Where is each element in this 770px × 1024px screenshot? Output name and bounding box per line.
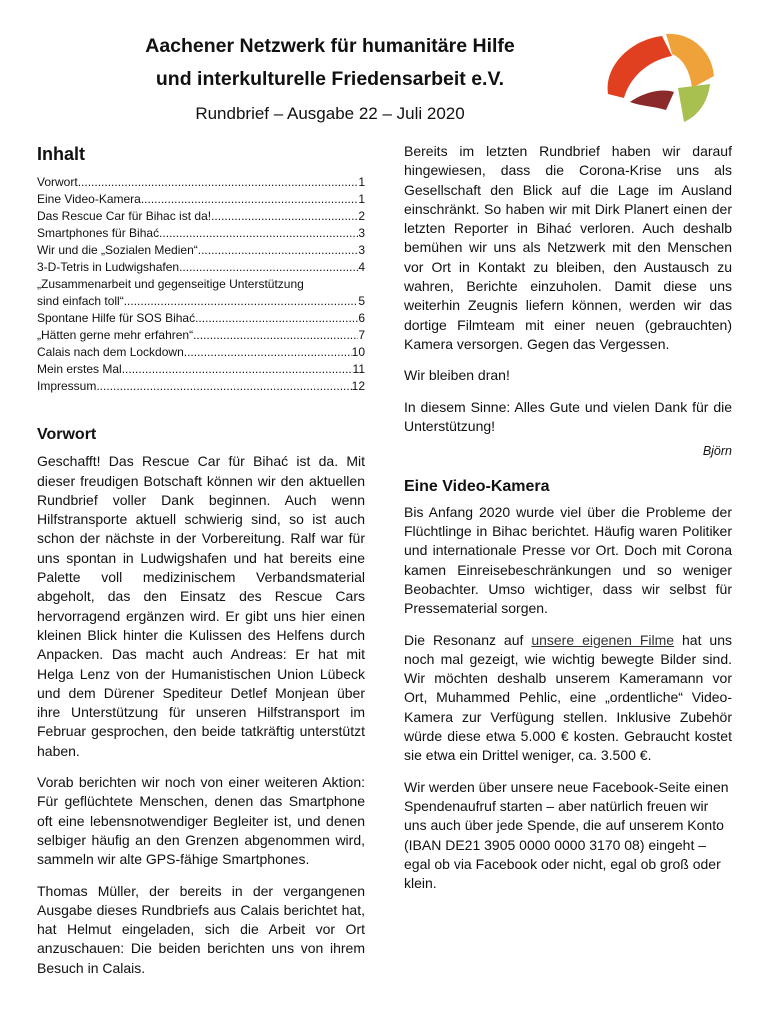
toc-leader-dots xyxy=(195,310,358,327)
toc-leader-dots xyxy=(198,242,359,259)
toc-item xyxy=(37,225,365,242)
toc-item-title: Das Rescue Car für Bihac ist da! xyxy=(37,209,212,223)
vorwort-paragraph: Geschafft! Das Rescue Car für Bihać ist da. Mit dieser freudigen Botschaft können wir den aktuellen Rundbrief voller Dank beginnen. Auch wenn Hilfstransporte aktuell schwierig sind, so ist auch schon der nächste in der Vorbereitung. Ralf war für uns spontan in Ludwigshafen und hat bereits eine Palette voll medizinischem Verbandsmaterial abgeholt, das den Einsatz des Rescue Cars hervorragend ergänzen wird. Er gibt uns hier einen kleinen Blick hinter die Kulissen des Helfens durch Anpacken. Das macht auch Andreas: Er hat mit Helga Lenz von der Humanistischen Union Lübeck und dem Dürener Spediteur Detlef Monjean über ihre Unterstützung für unseren Hilfstransport im Februar gesprochen, den beide tatkräftig unterstützt haben. xyxy=(37,453,365,759)
org-name-line2: und interkulturelle Friedensarbeit e.V. xyxy=(155,68,505,90)
paragraph-text: hat uns noch mal gezeigt, wie wichtig bewegte Bilder sind. Wir möchten deshalb unserem Kameramann vor Ort, Muhammed Pehlic, eine „ordentliche“ Video-Kamera zur Verfügung stellen. Inklusive Zubehör würde diese etwa 5.000 € kosten. Gebraucht kostet sie etwa ein Drittel weniger, ca. 3.500 €. xyxy=(404,631,732,764)
toc-item xyxy=(37,310,365,327)
toc-item-title: Smartphones für Bihać xyxy=(37,226,160,240)
toc-item-page: 4 xyxy=(358,260,365,274)
left-column xyxy=(37,142,365,990)
toc-item xyxy=(37,327,365,344)
vorwort-paragraph: Bereits im letzten Rundbrief haben wir darauf hingewiesen, dass die Corona-Krise uns als Gesellschaft den Blick auf die Lage im Ausland einschränkt. So haben wir mit Dirk Planert einen der letzten Reporter in Bihać verloren. Auch deshalb bemühen wir uns als Netzwerk mit den Menschen vor Ort in Kontakt zu bleiben, den Austausch zu wahren, Berichte einzuholen. Damit diese uns weiterhin Zeugnis liefern können, werden wir das dortige Filmteam mit einer neuen (gebrauchten) Kamera versorgen. Gegen das Vergessen. xyxy=(404,143,732,352)
signature: Björn xyxy=(702,444,732,459)
toc-leader-dots xyxy=(96,378,351,395)
toc-item-page: 3 xyxy=(358,243,365,257)
toc-item xyxy=(37,259,365,276)
toc-item xyxy=(37,242,365,259)
toc-item xyxy=(37,293,365,310)
toc-item-page: 5 xyxy=(358,294,365,308)
toc-leader-dots xyxy=(124,293,359,310)
paragraph-text: Die Resonanz auf xyxy=(404,631,532,648)
toc-leader-dots xyxy=(179,259,358,276)
video-kamera-paragraph: Wir werden über unsere neue Facebook-Seite einen Spendenaufruf starten – aber natürlich freuen wir uns auch über jede Spende, die auf unserem Konto (IBAN DE21 3905 0000 0000 3170 08) eingeht – egal ob via Facebook oder nicht, egal ob groß oder klein. xyxy=(404,778,729,892)
toc-leader-dots xyxy=(159,225,358,242)
table-of-contents xyxy=(37,174,365,395)
video-kamera-paragraph xyxy=(404,631,732,766)
toc-item-title: Eine Video-Kamera xyxy=(37,192,141,206)
toc-item-title: 3-D-Tetris in Ludwigshafen xyxy=(37,260,180,274)
toc-leader-dots xyxy=(211,208,358,225)
vorwort-paragraph: Vorab berichten wir noch von einer weiteren Aktion: Für geflüchtete Menschen, denen das Smartphone oft eine lebensnotwendiger Begleiter ist, und denen selbiger häufig an den Grenzen abgenommen wird, sammeln wir alte GPS-fähige Smartphones. xyxy=(37,774,365,868)
toc-item-title: Calais nach dem Lockdown xyxy=(37,345,184,359)
toc-leader-dots xyxy=(78,174,359,191)
toc-leader-dots xyxy=(141,191,358,208)
toc-item-title-line1: „Zusammenarbeit und gegenseitige Unterstützung xyxy=(37,277,304,291)
toc-item xyxy=(37,378,365,395)
issue-subtitle: Rundbrief – Ausgabe 22 – Juli 2020 xyxy=(195,104,465,123)
toc-item xyxy=(37,361,365,378)
header xyxy=(0,30,660,124)
toc-item-page: 6 xyxy=(358,311,365,325)
vorwort-paragraph: In diesem Sinne: Alles Gute und vielen Dank für die Unterstützung! xyxy=(404,398,732,434)
vorwort-paragraph: Wir bleiben dran! xyxy=(404,367,510,384)
toc-leader-dots xyxy=(184,344,352,361)
toc-title: Inhalt xyxy=(37,144,85,164)
toc-leader-dots xyxy=(122,361,353,378)
toc-item xyxy=(37,191,365,208)
films-link[interactable]: unsere eigenen Filme xyxy=(531,631,675,648)
toc-item-title: Impressum xyxy=(37,379,97,393)
toc-leader-dots xyxy=(193,327,358,344)
toc-item xyxy=(37,208,365,225)
section-heading-video-kamera: Eine Video-Kamera xyxy=(404,478,550,496)
toc-item-page: 1 xyxy=(358,175,365,189)
toc-item-title: „Hätten gerne mehr erfahren“ xyxy=(37,328,194,342)
toc-item-page: 7 xyxy=(358,328,365,342)
toc-item-page: 1 xyxy=(358,192,365,206)
org-name-line1: Aachener Netzwerk für humanitäre Hilfe xyxy=(145,35,515,57)
toc-item xyxy=(37,174,365,191)
toc-item-page: 10 xyxy=(351,345,365,359)
video-kamera-paragraph: Bis Anfang 2020 wurde viel über die Probleme der Flüchtlinge in Bihac berichtet. Häufig waren Politiker und internationale Presse vor Ort. Doch mit Corona kamen Einreisebeschränkungen und so weniger Beobachter. Umso wichtiger, dass wir selbst für Pressematerial sorgen. xyxy=(404,503,732,617)
toc-item-page: 11 xyxy=(352,362,365,376)
vorwort-paragraph: Thomas Müller, der bereits in der vergangenen Ausgabe dieses Rundbriefs aus Calais berichtet hat, hat Helmut eingeladen, sich die Arbeit vor Ort anzuschauen: Die beiden berichten uns von ihrem Besuch in Calais. xyxy=(37,882,365,976)
toc-item-title: Wir und die „Sozialen Medien“ xyxy=(37,243,198,257)
toc-item-title: Spontane Hilfe für SOS Bihać xyxy=(37,311,196,325)
toc-item-page: 12 xyxy=(351,379,365,393)
toc-item-page: 2 xyxy=(358,209,365,223)
toc-item-page: 3 xyxy=(358,226,365,240)
toc-item-title: Vorwort xyxy=(37,175,78,189)
organization-logo-icon xyxy=(600,26,718,126)
toc-item xyxy=(37,344,365,361)
right-column xyxy=(404,142,732,905)
toc-item-title-line2: sind einfach toll“ xyxy=(37,294,124,308)
section-heading-vorwort: Vorwort xyxy=(37,426,97,443)
toc-item-title: Mein erstes Mal xyxy=(37,362,122,376)
